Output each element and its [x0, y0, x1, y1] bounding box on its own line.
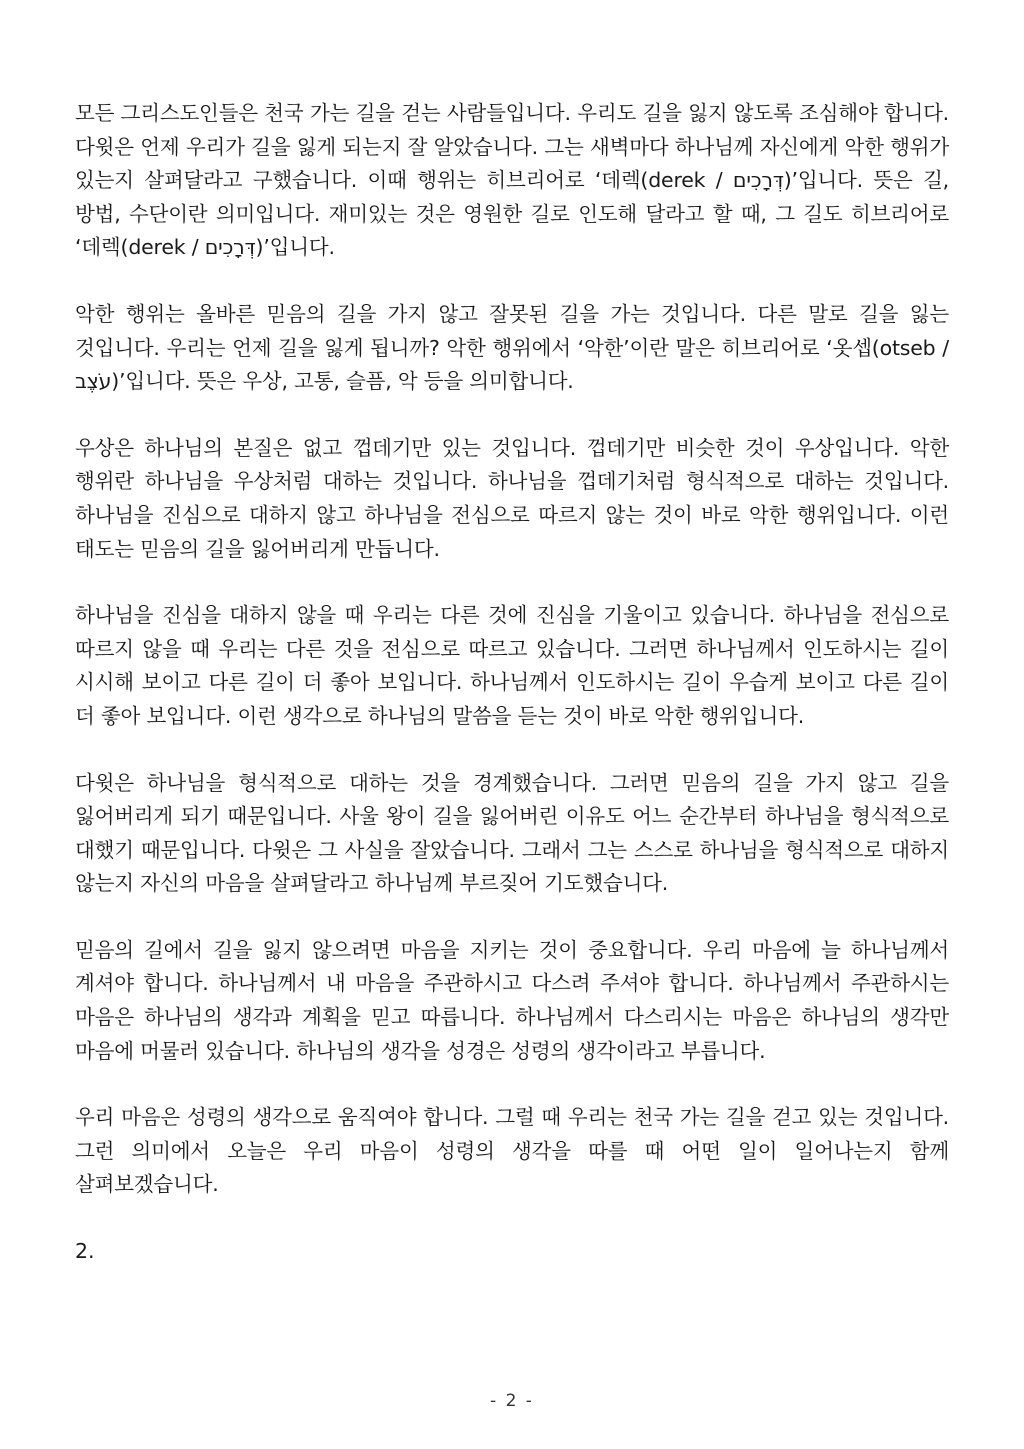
section-number: 2. [75, 1239, 95, 1264]
paragraph-3: 우상은 하나님의 본질은 없고 껍데기만 있는 것입니다. 껍데기만 비슷한 것이 우상입니다. 악한 행위란 하나님을 우상처럼 대하는 것입니다. 하나님을 껍데기처럼 형식적으로 대하는 것입니다. 하나님을 진심으로 대하지 않고 하나님을 전심으로 따르지 않는 것이 바로 악한 행위입니다. 이런 태도는 믿음의 길을 잃어버리게 만듭니다. [75, 435, 949, 561]
paragraph-2: 악한 행위는 올바른 믿음의 길을 가지 않고 잘못된 길을 가는 것입니다. 다른 말로 길을 잃는 것입니다. 우리는 언제 길을 잃게 됩니까? 악한 행위에서 ‘악한’이란 말은 히브리어로 ‘옷셉(otseb / עֹצֶב)’입니다. 뜻은 우상, 고통, 슬픔, 악 등을 의미합니다. [75, 301, 949, 394]
paragraph-7: 우리 마음은 성령의 생각으로 움직여야 합니다. 그럴 때 우리는 천국 가는 길을 걷고 있는 것입니다. 그런 의미에서 오늘은 우리 마음이 성령의 생각을 따를 때 어떤 일이 일어나는지 함께 살펴보겠습니다. [75, 1105, 949, 1197]
paragraph-5: 다윗은 하나님을 형식적으로 대하는 것을 경계했습니다. 그러면 믿음의 길을 가지 않고 길을 잃어버리게 되기 때문입니다. 사울 왕이 길을 잃어버린 이유도 어느 순간부터 하나님을 형식적으로 대했기 때문입니다. 다윗은 그 사실을 잘았습니다. 그래서 그는 스스로 하나님을 형식적으로 대하지 않는지 자신의 마음을 살펴달라고 하나님께 부르짖어 기도했습니다. [75, 770, 949, 896]
paragraph-1: 모든 그리스도인들은 천국 가는 길을 걷는 사람들입니다. 우리도 길을 잃지 않도록 조심해야 합니다. 다윗은 언제 우리가 길을 잃게 되는지 잘 알았습니다. 그는 새벽마다 하나님께 자신에게 악한 행위가 있는지 살펴달라고 구했습니다. 이때 행위는 히브리어로 ‘데렉(derek / דְּרָכִים)’입니다. 뜻은 길, 방법, 수단이란 의미입니다. 재미있는 것은 영원한 길로 인도해 달라고 할 때, 그 길도 히브리어로 ‘데렉(derek / דְּרָכִים)’입니다. [75, 101, 949, 260]
paragraph-4: 하나님을 진심을 대하지 않을 때 우리는 다른 것에 진심을 기울이고 있습니다. 하나님을 전심으로 따르지 않을 때 우리는 다른 것을 전심으로 따르고 있습니다. 그러면 하나님께서 인도하시는 길이 시시해 보이고 다른 길이 더 좋아 보입니다. 하나님께서 인도하시는 길이 우습게 보이고 다른 길이 더 좋아 보입니다. 이런 생각으로 하나님의 말씀을 듣는 것이 바로 악한 행위입니다. [75, 603, 949, 728]
page-number-footer: - 2 - [490, 1391, 534, 1411]
document-body [75, 97, 949, 1269]
paragraph-6: 믿음의 길에서 길을 잃지 않으려면 마음을 지키는 것이 중요합니다. 우리 마음에 늘 하나님께서 계셔야 합니다. 하나님께서 내 마음을 주관하시고 다스려 주셔야 합니다. 하나님께서 주관하시는 마음은 하나님의 생각과 계획을 믿고 따릅니다. 하나님께서 다스리시는 마음은 하나님의 생각만 마음에 머물러 있습니다. 하나님의 생각을 성경은 성령의 생각이라고 부릅니다. [75, 937, 949, 1063]
